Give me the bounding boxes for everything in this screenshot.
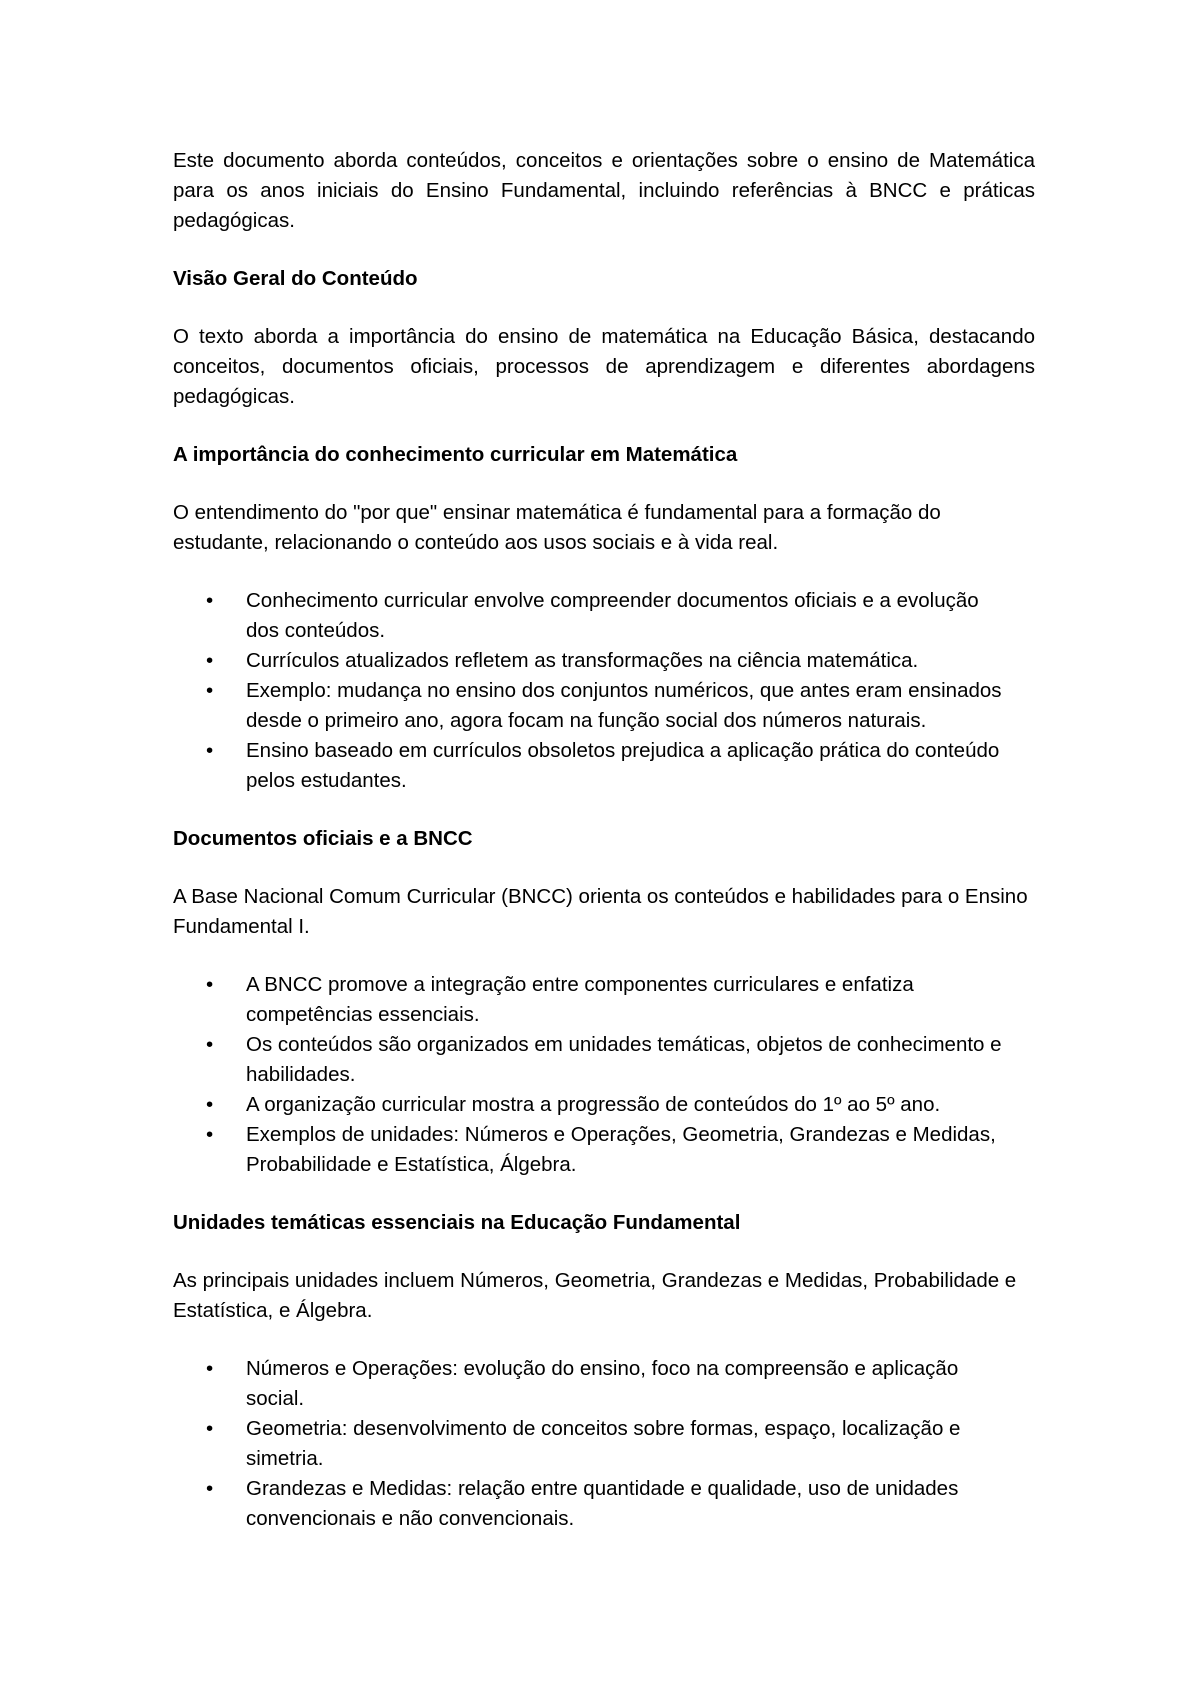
list-item (173, 676, 1035, 736)
list-item (173, 586, 1035, 646)
list-item (173, 1414, 1035, 1474)
section-paragraph-official-documents: A Base Nacional Comum Curricular (BNCC) orienta os conteúdos e habilidades para o Ensino Fundamental I. (173, 885, 1028, 938)
bullet-icon: • (206, 1357, 214, 1380)
intro-paragraph: Este documento aborda conteúdos, conceitos e orientações sobre o ensino de Matemática para os anos iniciais do Ensino Fundamental, incluindo referências à BNCC e práticas pedagógicas. (173, 149, 1035, 232)
section-paragraph-curricular-knowledge: O entendimento do "por que" ensinar matemática é fundamental para a formação do estudante, relacionando o conteúdo aos usos sociais e à vida real. (173, 501, 941, 554)
bullet-icon: • (206, 1033, 214, 1056)
bullet-icon: • (206, 649, 214, 672)
list-item-text: Geometria: desenvolvimento de conceitos sobre formas, espaço, localização e simetria. (246, 1417, 961, 1470)
list-item-text: Exemplos de unidades: Números e Operações, Geometria, Grandezas e Medidas, Probabilidade e Estatística, Álgebra. (246, 1123, 996, 1176)
section-paragraph-thematic-units: As principais unidades incluem Números, Geometria, Grandezas e Medidas, Probabilidade e Estatística, e Álgebra. (173, 1269, 1017, 1322)
list-item (173, 1354, 1035, 1414)
bullet-icon: • (206, 1093, 214, 1116)
list-item-text: A BNCC promove a integração entre componentes curriculares e enfatiza competências essenciais. (246, 973, 914, 1026)
document-page (173, 146, 1035, 1562)
list-item (173, 1474, 1035, 1534)
list-item-text: A organização curricular mostra a progressão de conteúdos do 1º ao 5º ano. (246, 1093, 941, 1116)
bullet-icon: • (206, 1417, 214, 1440)
bullet-list-thematic-units (173, 1354, 1035, 1534)
list-item-text: Grandezas e Medidas: relação entre quantidade e qualidade, uso de unidades convencionais e não convencionais. (246, 1477, 959, 1530)
list-item-text: Ensino baseado em currículos obsoletos prejudica a aplicação prática do conteúdo pelos estudantes. (246, 739, 1000, 792)
bullet-icon: • (206, 1477, 214, 1500)
list-item (173, 970, 1035, 1030)
list-item-text: Números e Operações: evolução do ensino, foco na compreensão e aplicação social. (246, 1357, 959, 1410)
bullet-icon: • (206, 739, 214, 762)
list-item (173, 736, 1035, 796)
section-heading-overview: Visão Geral do Conteúdo (173, 267, 418, 290)
list-item-text: Conhecimento curricular envolve compreender documentos oficiais e a evolução dos conteúdos. (246, 589, 979, 642)
bullet-icon: • (206, 679, 214, 702)
bullet-icon: • (206, 1123, 214, 1146)
list-item-text: Currículos atualizados refletem as transformações na ciência matemática. (246, 649, 919, 672)
section-paragraph-overview: O texto aborda a importância do ensino de matemática na Educação Básica, destacando conceitos, documentos oficiais, processos de aprendizagem e diferentes abordagens pedagógicas. (173, 325, 1035, 408)
section-heading-curricular-knowledge: A importância do conhecimento curricular em Matemática (173, 443, 738, 466)
list-item-text: Os conteúdos são organizados em unidades temáticas, objetos de conhecimento e habilidades. (246, 1033, 1002, 1086)
bullet-icon: • (206, 589, 214, 612)
bullet-list-curricular-knowledge (173, 586, 1035, 796)
list-item (173, 1120, 1035, 1180)
section-heading-thematic-units: Unidades temáticas essenciais na Educação Fundamental (173, 1211, 741, 1234)
bullet-icon: • (206, 973, 214, 996)
bullet-list-official-documents (173, 970, 1035, 1180)
list-item (173, 1030, 1035, 1090)
list-item (173, 646, 1035, 676)
list-item-text: Exemplo: mudança no ensino dos conjuntos numéricos, que antes eram ensinados desde o primeiro ano, agora focam na função social dos números naturais. (246, 679, 1002, 732)
list-item (173, 1090, 1035, 1120)
section-heading-official-documents: Documentos oficiais e a BNCC (173, 827, 473, 850)
